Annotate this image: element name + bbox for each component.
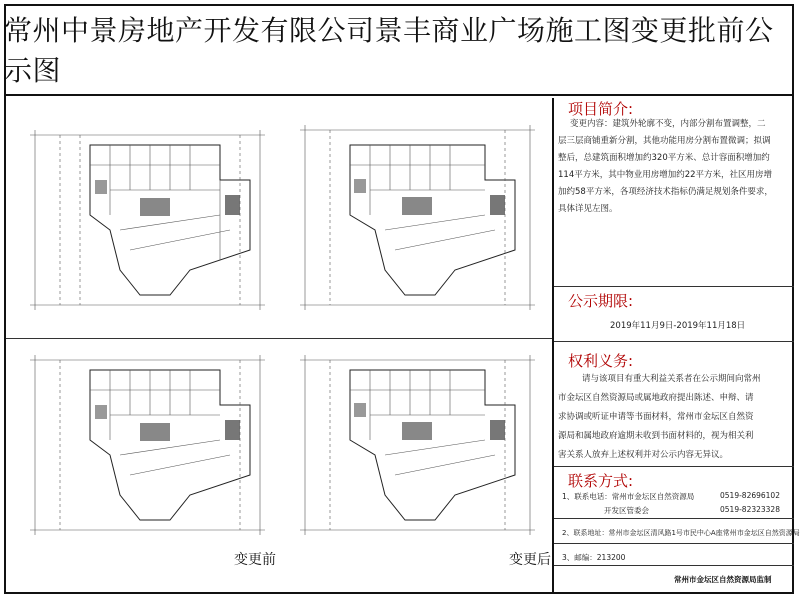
page-title: 常州中景房地产开发有限公司景丰商业广场施工图变更批前公示图	[4, 4, 794, 96]
floor-plan-after-1	[290, 115, 545, 320]
before-label: 变更前	[234, 552, 276, 568]
footer-issuer: 常州市金坛区自然资源局监制	[674, 575, 772, 584]
intro-line: 层三层商铺重新分割，其他功能用房分割布置微调；拟调	[558, 136, 771, 146]
rights-line: 市金坛区自然资源局或属地政府提出陈述、申辩、请	[558, 393, 754, 403]
section-divider	[554, 466, 794, 467]
floor-plan-after-2	[290, 345, 545, 545]
contact-address: 2、联系地址：常州市金坛区清风路1号市民中心A座常州市金坛区自然资源局	[562, 529, 800, 537]
intro-line: 变更内容：建筑外轮廓不变，内部分割布置调整，二	[570, 119, 766, 129]
rights-line: 源局和属地政府逾期未收到书面材料的，视为相关利	[558, 431, 754, 441]
contact-row-1	[562, 491, 780, 502]
intro-line: 整后，总建筑面积增加约320平方米、总计容面积增加约	[558, 153, 770, 163]
rights-line: 害关系人放弃上述权利并对公示内容无异议。	[558, 450, 729, 460]
period-heading: 公示期限:	[568, 292, 634, 310]
section-divider	[554, 341, 794, 342]
drawings-divider	[6, 338, 552, 339]
floor-plan-drawing	[20, 120, 275, 320]
floor-plan-drawing	[20, 345, 275, 545]
intro-line: 114平方米，其中物业用房增加约22平方米，社区用房增	[558, 170, 773, 180]
period-value: 2019年11月9日-2019年11月18日	[610, 321, 746, 331]
rights-line: 请与该项目有重大利益关系者在公示期间向常州	[582, 374, 761, 384]
contact-phone: 0519-82323328	[720, 505, 780, 514]
intro-line: 加约58平方米，各项经济技术指标仍满足规划条件要求，	[558, 187, 773, 197]
contact-heading: 联系方式:	[568, 472, 634, 490]
contact-label: 开发区管委会	[604, 506, 649, 515]
rights-line: 求协调或听证申请等书面材料，常州市金坛区自然资	[558, 412, 754, 422]
contact-label: 1、联系电话：常州市金坛区自然资源局	[562, 492, 695, 501]
section-divider	[554, 565, 794, 566]
rights-heading: 权利义务:	[568, 352, 634, 370]
floor-plan-drawing	[290, 115, 545, 320]
contact-row-1b	[562, 505, 780, 516]
floor-plan-drawing	[290, 345, 545, 545]
after-label: 变更后	[509, 552, 551, 568]
section-divider	[554, 518, 794, 519]
section-divider	[554, 286, 794, 287]
floor-plan-before-2	[20, 345, 275, 545]
intro-text	[558, 116, 790, 218]
intro-heading: 项目简介:	[568, 100, 634, 118]
contact-postcode: 3、邮编：213200	[562, 553, 626, 562]
contact-phone: 0519-82696102	[720, 491, 780, 500]
section-divider	[554, 543, 794, 544]
rights-text	[558, 370, 790, 465]
floor-plan-before-1	[20, 120, 275, 320]
info-column	[554, 98, 800, 592]
intro-line: 具体详见左图。	[558, 204, 618, 214]
